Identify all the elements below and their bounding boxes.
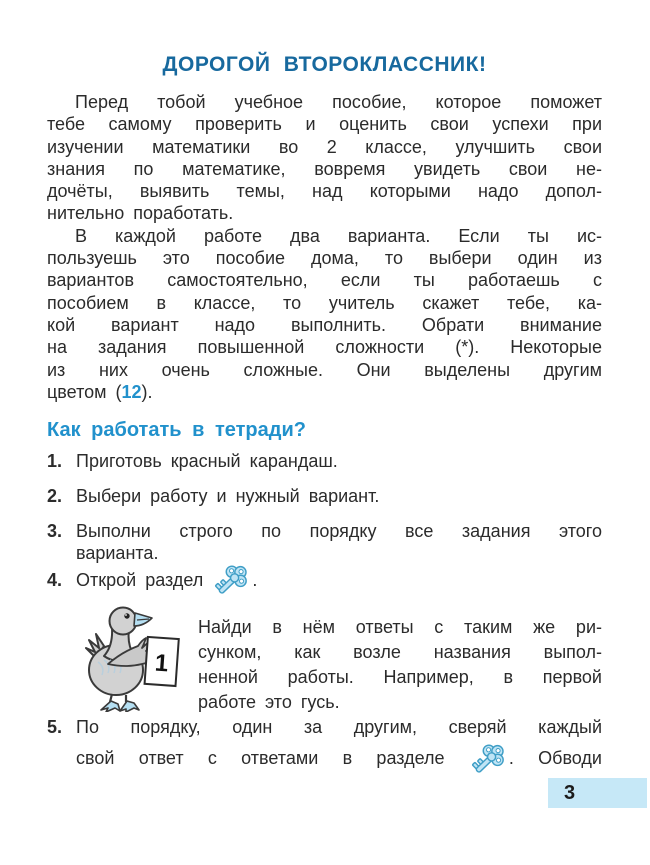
item-number: 2. bbox=[47, 486, 63, 506]
page-title: ДОРОГОЙ ВТОРОКЛАССНИК! bbox=[162, 53, 487, 76]
item-number: 1. bbox=[47, 451, 63, 471]
list-item-4 bbox=[47, 560, 602, 601]
text-line: Перед тобой учебное пособие, которое поможет bbox=[75, 92, 602, 112]
item-number: 5. bbox=[47, 717, 63, 737]
text-line: сунком, как возле названия выпол- bbox=[198, 642, 602, 662]
text-segment: ). bbox=[141, 381, 153, 402]
list-item-2 bbox=[47, 485, 602, 507]
text-line: Найди в нём ответы с таким же ри- bbox=[198, 617, 602, 637]
intro-paragraph-2 bbox=[47, 225, 602, 403]
intro-paragraph-1 bbox=[47, 91, 602, 225]
item-number: 4. bbox=[47, 570, 63, 590]
text-line: По порядку, один за другим, сверяй каждый bbox=[76, 717, 602, 737]
key-icon bbox=[214, 561, 250, 601]
intro-text bbox=[47, 91, 602, 403]
text-segment: свой ответ с ответами в разделе bbox=[76, 748, 445, 769]
key-icon bbox=[471, 740, 507, 780]
text-line: работе это гусь. bbox=[198, 692, 340, 712]
text-line-with-icon bbox=[76, 738, 602, 779]
item-number: 3. bbox=[47, 521, 63, 541]
page-number: 3 bbox=[564, 782, 576, 804]
text-line: кой вариант надо выполнить. Обрати внимание bbox=[47, 314, 602, 335]
text-line: изучении математики во 2 классе, улучшить свои bbox=[47, 136, 602, 157]
list-item-3 bbox=[47, 520, 602, 565]
item-text-with-icon bbox=[76, 560, 602, 601]
text-line: Выполни строго по порядку все задания этого bbox=[76, 521, 602, 541]
text-line: на задания повышенной сложности (*). Некоторые bbox=[47, 337, 602, 358]
text-segment: Открой раздел bbox=[76, 570, 204, 590]
list-item-5 bbox=[47, 716, 602, 780]
text-line: ненной работы. Например, в первой bbox=[198, 667, 602, 687]
item-text: Приготовь красный карандаш. bbox=[76, 451, 338, 471]
card-with-number bbox=[145, 637, 179, 686]
item-text: Выбери работу и нужный вариант. bbox=[76, 486, 380, 506]
text-line-with-highlight bbox=[47, 381, 602, 403]
text-line: нительно поработать. bbox=[47, 203, 234, 224]
goose-foot bbox=[101, 701, 120, 712]
list-item-1 bbox=[47, 450, 602, 472]
text-line: варианта. bbox=[76, 543, 159, 564]
text-segment: . bbox=[252, 570, 258, 590]
goose-note-block bbox=[47, 602, 602, 714]
goose-foot bbox=[120, 701, 139, 712]
text-line: пособием в классе, то учитель скажет тебе, ка- bbox=[47, 292, 602, 313]
note-text bbox=[198, 615, 602, 715]
text-segment: . Обводи bbox=[508, 748, 602, 769]
text-line: знания по математике, вовремя увидеть свои не- bbox=[47, 158, 602, 179]
section-heading: Как работать в тетради? bbox=[47, 419, 306, 441]
text-line: тебе самому проверить и оценить свои успехи при bbox=[47, 114, 602, 135]
text-line: вариантов самостоятельно, если ты работаешь с bbox=[47, 270, 602, 291]
goose-illustration bbox=[82, 604, 182, 712]
highlighted-page-ref: 12 bbox=[121, 381, 142, 402]
goose-eye bbox=[124, 613, 129, 618]
text-line: пользуешь это пособие дома, то выбери один из bbox=[47, 248, 602, 269]
card-number: 1 bbox=[153, 649, 170, 678]
text-line: В каждой работе два варианта. Если ты ис- bbox=[75, 225, 602, 246]
text-line: дочёты, выявить темы, над которыми надо допол- bbox=[47, 181, 602, 202]
text-line: из них очень сложные. Они выделены другим bbox=[47, 359, 602, 380]
page-number-box bbox=[548, 778, 647, 808]
text-segment: цветом ( bbox=[47, 381, 122, 402]
